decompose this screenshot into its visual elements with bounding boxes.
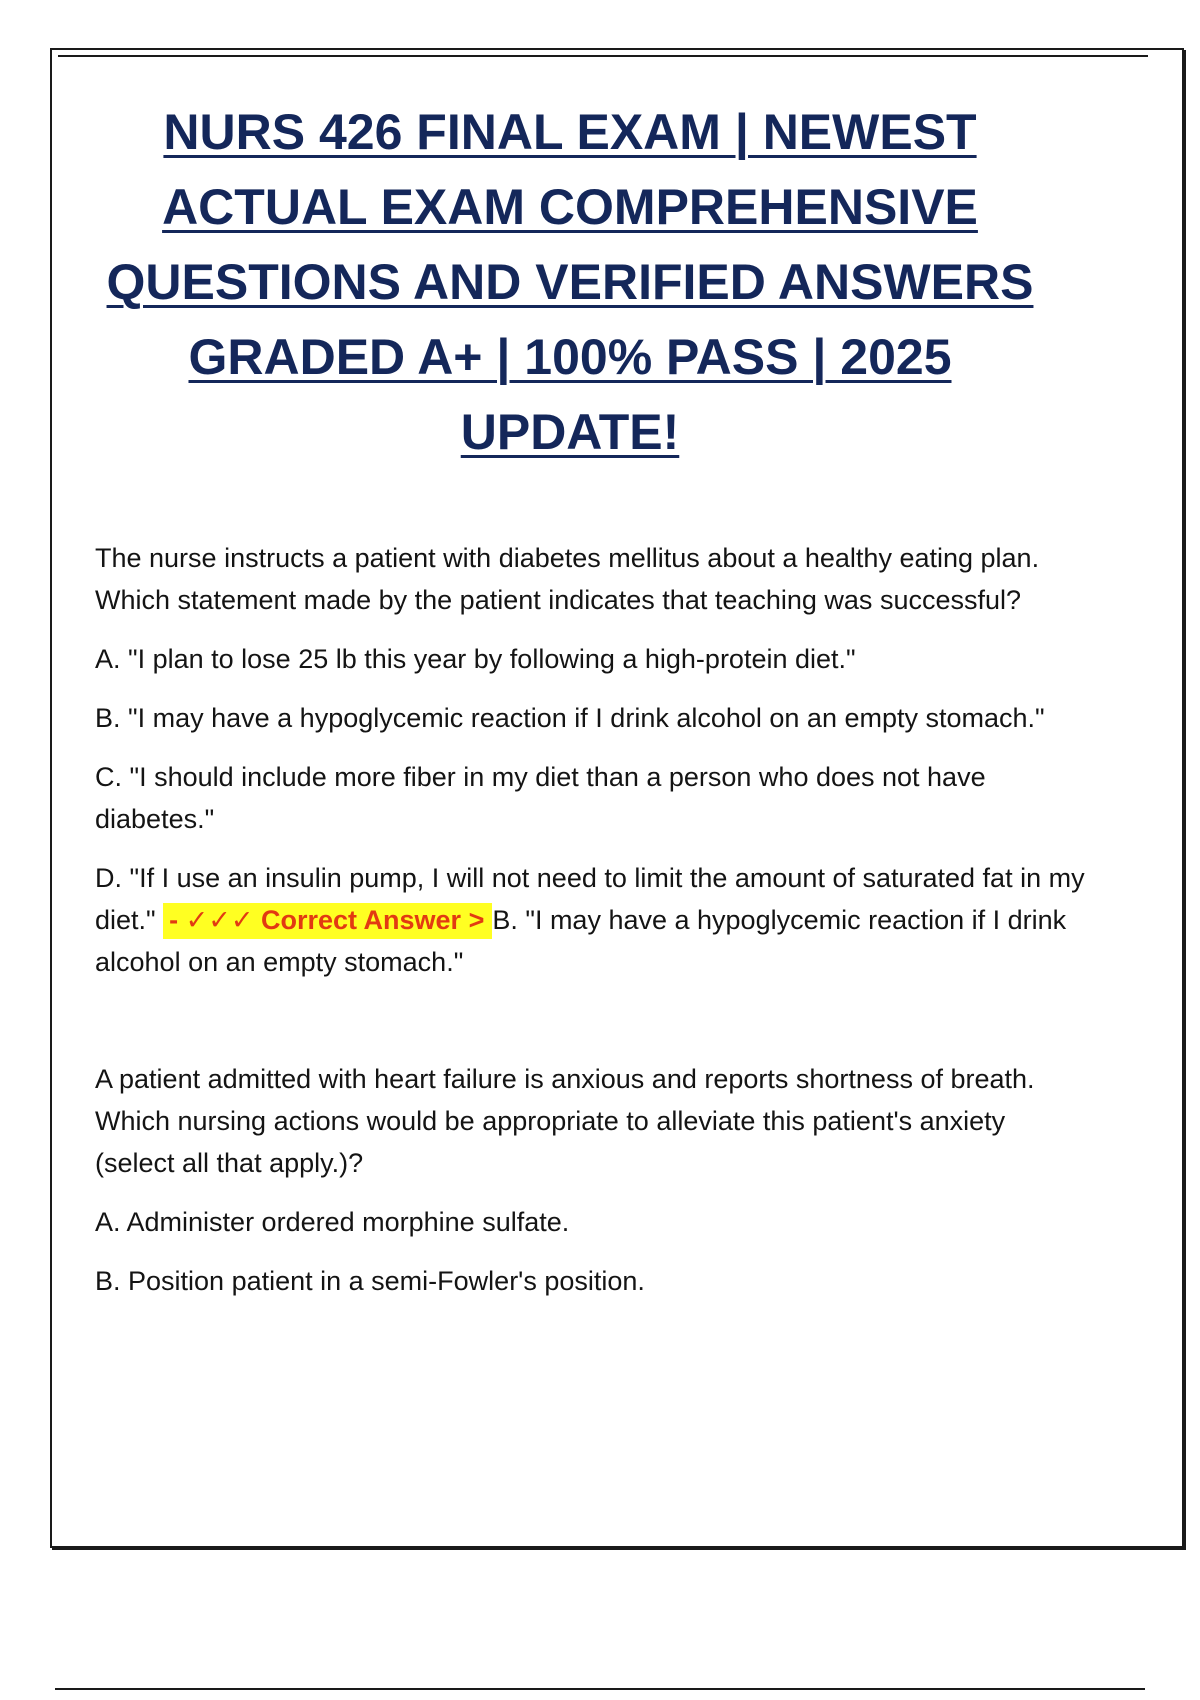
correct-answer-label: - ✓✓✓ Correct Answer > [163, 903, 492, 939]
title-line-4: GRADED A+ | 100% PASS | 2025 [188, 329, 952, 385]
title-line-3: QUESTIONS AND VERIFIED ANSWERS [106, 254, 1034, 310]
title-line-1: NURS 426 FINAL EXAM | NEWEST [163, 104, 977, 160]
question-divider-space [95, 1000, 1085, 1058]
answer-option: A. "I plan to lose 25 lb this year by following a high-protein diet." [95, 644, 856, 674]
correct-answer-text: B. "I may have a hypoglycemic reaction if I drink alcohol on an empty stomach." [95, 905, 1067, 977]
answer-option-with-key [95, 857, 1085, 983]
top-rule [58, 55, 1148, 57]
document-body [95, 537, 1085, 1319]
title-line-5: UPDATE! [460, 404, 680, 460]
bottom-rule [55, 1688, 1145, 1690]
answer-option: D. "If I use an insulin pump, I will not need to limit the amount of saturated fat in my diet." [95, 863, 1085, 935]
answer-option: B. Position patient in a semi-Fowler's position. [95, 1266, 645, 1296]
question-block [95, 537, 1085, 983]
answer-option: A. Administer ordered morphine sulfate. [95, 1207, 570, 1237]
question-stem: The nurse instructs a patient with diabetes mellitus about a healthy eating plan. Which statement made by the patient indicates that teaching was successful? [95, 543, 1040, 615]
answer-option: C. "I should include more fiber in my diet than a person who does not have diabetes." [95, 762, 986, 834]
title-line-2: ACTUAL EXAM COMPREHENSIVE [162, 179, 978, 235]
question-block [95, 1058, 1085, 1302]
answer-option: B. "I may have a hypoglycemic reaction if I drink alcohol on an empty stomach." [95, 703, 1045, 733]
question-stem: A patient admitted with heart failure is anxious and reports shortness of breath. Which nursing actions would be appropriate to alleviate this patient's anxiety (select all that apply.)? [95, 1064, 1035, 1178]
document-title [90, 95, 1050, 470]
